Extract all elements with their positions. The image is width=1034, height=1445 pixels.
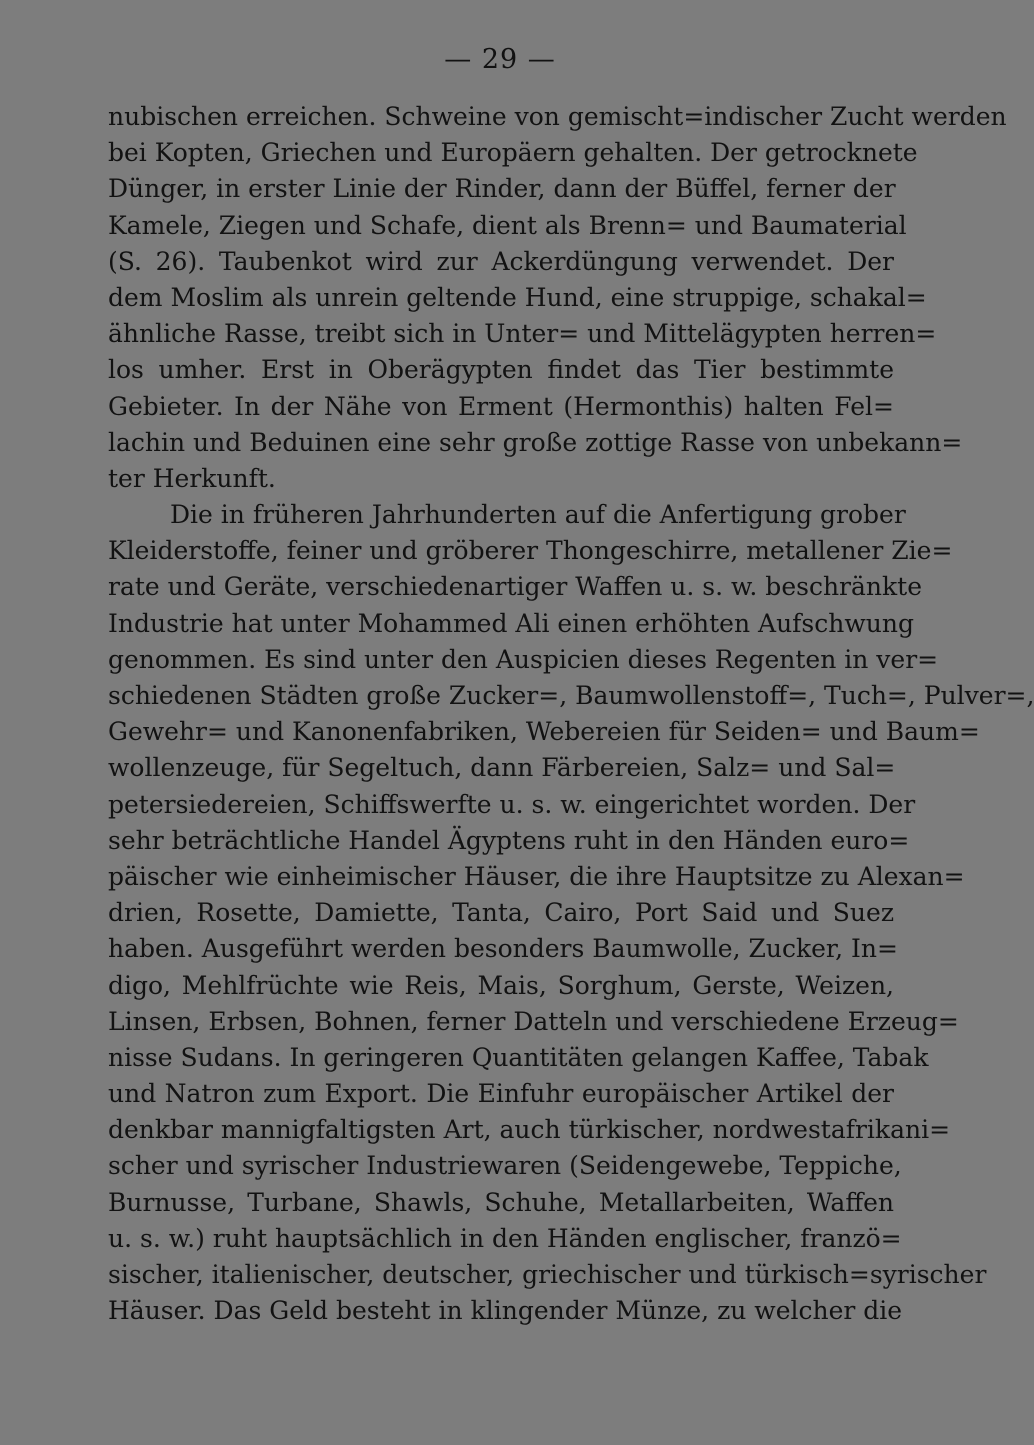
- text-line: Häuser. Das Geld besteht in klingender Münze, zu welcher die: [108, 1296, 903, 1326]
- text-line: Kamele, Ziegen und Schafe, dient als Brenn= und Baumaterial: [108, 210, 907, 240]
- text-line: Gebieter. In der Nähe von Erment (Hermonthis) halten Fel=: [108, 391, 894, 421]
- body-text: [108, 99, 1034, 1329]
- text-line: päischer wie einheimischer Häuser, die ihre Hauptsitze zu Alexan=: [108, 861, 965, 891]
- text-line: schiedenen Städten große Zucker=, Baumwollenstoff=, Tuch=, Pulver=,: [108, 681, 1034, 710]
- text-line: Industrie hat unter Mohammed Ali einen erhöhten Aufschwung: [108, 608, 914, 638]
- text-line: wollenzeuge, für Segeltuch, dann Färbereien, Salz= und Sal=: [108, 753, 896, 783]
- text-line: ähnliche Rasse, treibt sich in Unter= und Mittelägypten herren=: [108, 319, 937, 349]
- text-line: Kleiderstoffe, feiner und gröberer Thongeschirre, metallener Zie=: [108, 536, 953, 566]
- text-line: drien, Rosette, Damiette, Tanta, Cairo, Port Said und Suez: [108, 898, 894, 928]
- paragraph-1: [108, 99, 1007, 497]
- text-line: petersiedereien, Schiffswerfte u. s. w. eingerichtet worden. Der: [108, 789, 916, 819]
- text-line: ter Herkunft.: [108, 463, 276, 493]
- text-line: rate und Geräte, verschiedenartiger Waffen u. s. w. beschränkte: [108, 572, 922, 602]
- text-line: und Natron zum Export. Die Einfuhr europäischer Artikel der: [108, 1079, 894, 1109]
- text-line: nubischen erreichen. Schweine von gemischt=indischer Zucht werden: [108, 102, 1007, 131]
- text-line: Linsen, Erbsen, Bohnen, ferner Datteln und verschiedene Erzeug=: [108, 1006, 959, 1036]
- text-line: Dünger, in erster Linie der Rinder, dann der Büffel, ferner der: [108, 174, 896, 204]
- text-line: los umher. Erst in Oberägypten findet das Tier bestimmte: [108, 355, 894, 385]
- text-line: denkbar mannigfaltigsten Art, auch türkischer, nordwestafrikani=: [108, 1115, 951, 1145]
- text-line: Burnusse, Turbane, Shawls, Schuhe, Metallarbeiten, Waffen: [108, 1187, 894, 1217]
- text-line: Die in früheren Jahrhunderten auf die Anfertigung grober: [170, 500, 906, 530]
- paragraph-2: [108, 497, 1034, 1329]
- text-line: nisse Sudans. In geringeren Quantitäten gelangen Kaffee, Tabak: [108, 1042, 929, 1072]
- text-line: digo, Mehlfrüchte wie Reis, Mais, Sorghum, Gerste, Weizen,: [108, 970, 894, 1000]
- text-line: bei Kopten, Griechen und Europäern gehalten. Der getrocknete: [108, 138, 918, 168]
- text-line: sehr beträchtliche Handel Ägyptens ruht in den Händen euro=: [108, 825, 910, 855]
- text-line: sischer, italienischer, deutscher, griechischer und türkisch=syrischer: [108, 1260, 987, 1289]
- text-line: (S. 26). Taubenkot wird zur Ackerdüngung verwendet. Der: [108, 246, 894, 276]
- text-line: haben. Ausgeführt werden besonders Baumwolle, Zucker, In=: [108, 934, 898, 964]
- text-line: dem Moslim als unrein geltende Hund, eine struppige, schakal=: [108, 282, 927, 312]
- text-line: lachin und Beduinen eine sehr große zottige Rasse von unbekann=: [108, 427, 963, 457]
- text-line: u. s. w.) ruht hauptsächlich in den Händen englischer, franzö=: [108, 1223, 902, 1253]
- text-line: genommen. Es sind unter den Auspicien dieses Regenten in ver=: [108, 644, 939, 674]
- page-number: — 29 —: [444, 44, 556, 75]
- text-line: scher und syrischer Industriewaren (Seidengewebe, Teppiche,: [108, 1151, 902, 1181]
- text-line: Gewehr= und Kanonenfabriken, Webereien für Seiden= und Baum=: [108, 717, 980, 747]
